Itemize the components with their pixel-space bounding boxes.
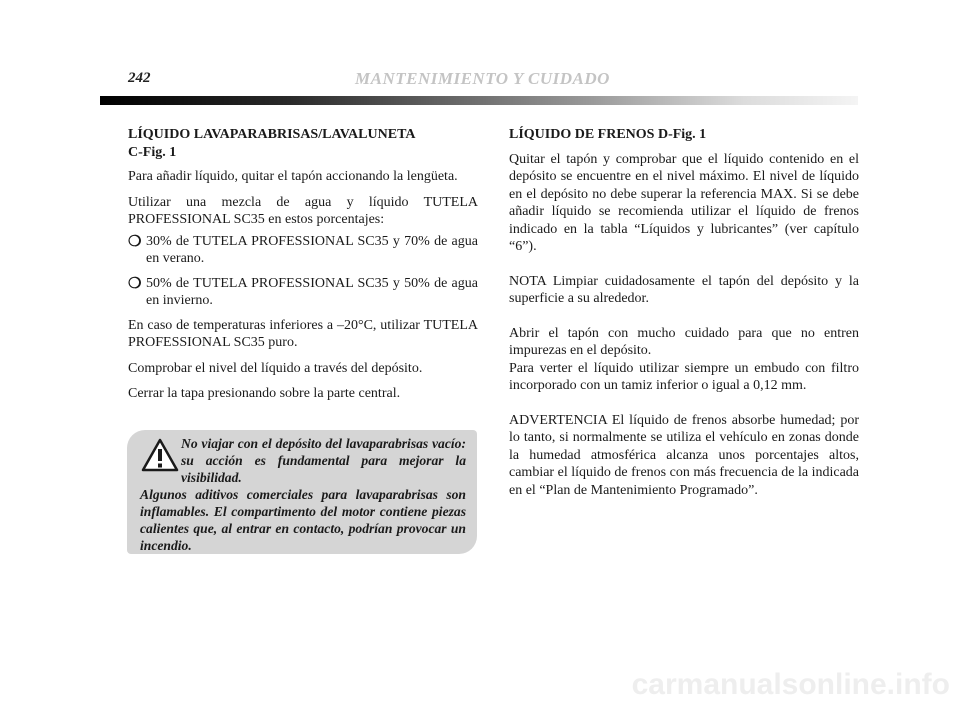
brake-fluid-paragraph-3: Abrir el tapón con mucho cuidado para que no entren impurezas en el depósito.	[509, 325, 859, 358]
warning-text-1: No viajar con el depósito del lavaparabrisas vacío: su acción es fundamental para mejorar la visibilidad.	[181, 436, 466, 485]
brake-fluid-heading: LÍQUIDO DE FRENOS D-Fig. 1	[509, 127, 707, 142]
bullet-icon: ❍	[128, 275, 142, 292]
watermark: carmanualsonline.info	[631, 668, 950, 701]
bullet-text: 30% de TUTELA PROFESSIONAL SC35 y 70% de agua en verano.	[146, 233, 478, 266]
washer-fluid-heading-line2: C-Fig. 1	[128, 144, 177, 160]
washer-fluid-paragraph-2: Utilizar una mezcla de agua y líquido TUTELA PROFESSIONAL SC35 en estos porcentajes:	[128, 194, 478, 227]
washer-fluid-heading-line1: LÍQUIDO LAVAPARABRISAS/LAVALUNETA	[128, 127, 416, 142]
page-number: 242	[128, 70, 151, 86]
washer-fluid-paragraph-1: Para añadir líquido, quitar el tapón accionando la lengüeta.	[128, 169, 458, 184]
bullet-icon: ❍	[128, 233, 142, 250]
section-title: MANTENIMIENTO Y CUIDADO	[355, 69, 610, 88]
list-item	[128, 275, 478, 310]
washer-fluid-heading	[128, 126, 478, 161]
header-rule	[100, 96, 858, 105]
bullet-text: 50% de TUTELA PROFESSIONAL SC35 y 50% de agua en invierno.	[146, 275, 478, 308]
washer-fluid-paragraph-5: Cerrar la tapa presionando sobre la parte central.	[128, 386, 401, 401]
left-column	[128, 126, 478, 411]
list-item	[128, 233, 478, 268]
warning-box	[127, 430, 477, 554]
washer-fluid-paragraph-4: Comprobar el nivel del líquido a través del depósito.	[128, 360, 423, 376]
right-column	[509, 126, 859, 507]
warning-text	[140, 435, 466, 554]
brake-fluid-note: NOTA Limpiar cuidadosamente el tapón del depósito y la superficie a su alrededor.	[509, 273, 859, 306]
brake-fluid-warning: ADVERTENCIA El líquido de frenos absorbe humedad; por lo tanto, si normalmente se utiliza el vehículo en zonas donde la humedad atmosférica alcanza unos porcentajes altos, cambiar el líquido de frenos con más frecuencia de la indicada en el “Plan de Mantenimiento Programado”.	[509, 412, 859, 498]
brake-fluid-paragraph-1: Quitar el tapón y comprobar que el líquido contenido en el depósito se encuentre en el nivel máximo. El nivel de líquido en el depósito no debe superar la referencia MAX. Si se debe añadir líquido se recomienda utilizar el líquido de frenos indicado en la tabla “Líquidos y lubricantes” (ver capítulo “6”).	[509, 151, 859, 254]
warning-text-2: Algunos aditivos comerciales para lavaparabrisas son inflamables. El compartimento del motor contiene piezas calientes que, al entrar en contacto, podrían provocar un incendio.	[140, 487, 466, 553]
brake-fluid-paragraph-4: Para verter el líquido utilizar siempre un embudo con filtro incorporado con un tamiz inferior o igual a 0,12 mm.	[509, 360, 859, 393]
washer-fluid-paragraph-3: En caso de temperaturas inferiores a –20°C, utilizar TUTELA PROFESSIONAL SC35 puro.	[128, 317, 478, 350]
